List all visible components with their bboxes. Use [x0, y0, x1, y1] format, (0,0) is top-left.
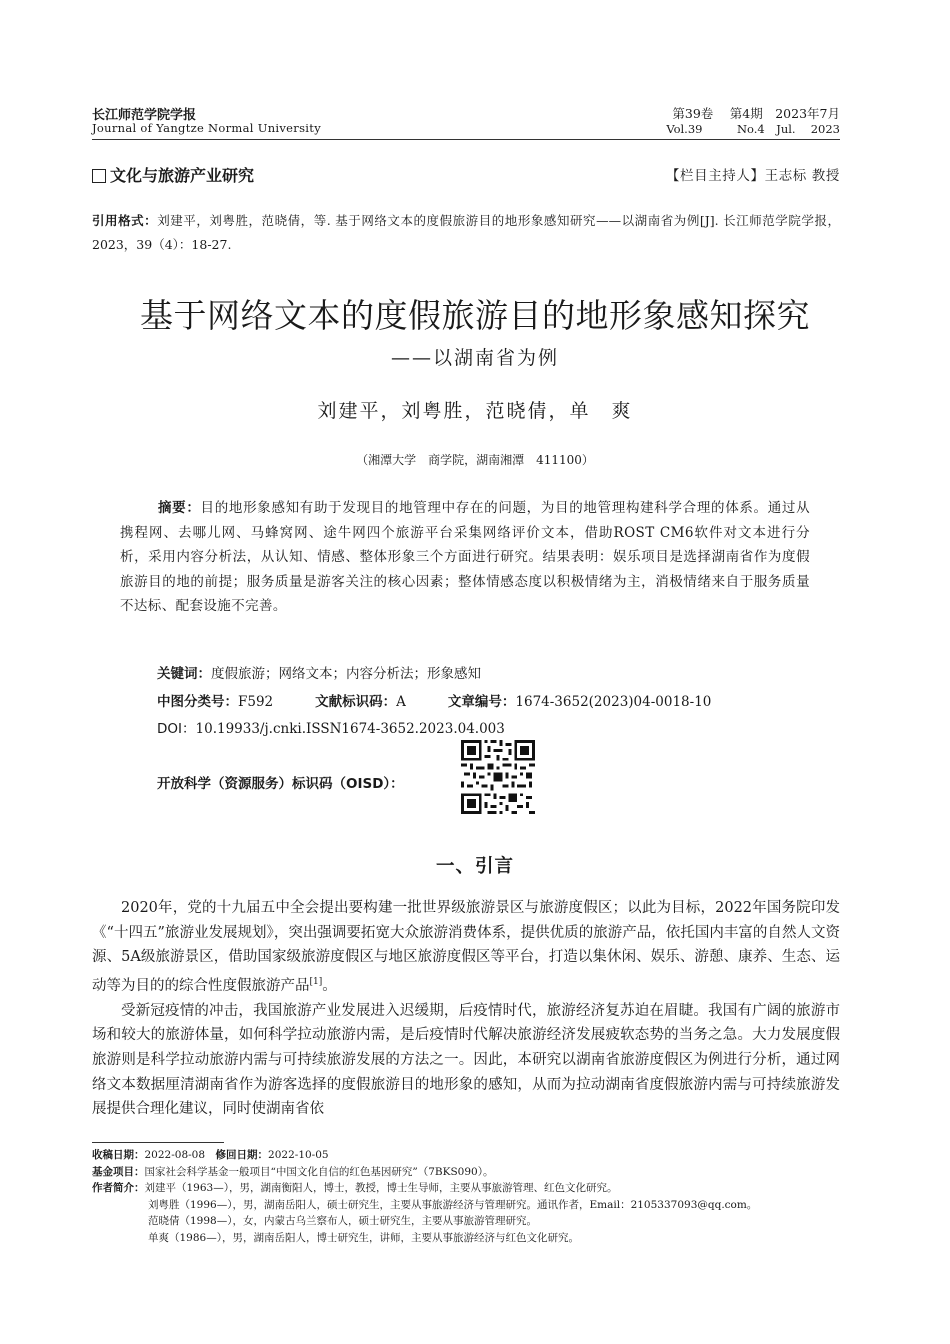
footnotes: [92, 1147, 852, 1246]
journal-name-en: Journal of Yangtze Normal University: [92, 121, 321, 135]
clc-value: F592: [238, 694, 274, 710]
citation-format: [92, 209, 840, 257]
header-rule: [92, 139, 840, 140]
bio-label: 作者简介：: [92, 1182, 145, 1194]
abstract-label: 摘要：: [158, 500, 201, 516]
citation-text: 刘建平，刘粤胜，范晓倩，等. 基于网络文本的度假旅游目的地形象感知研究——以湖南省为例[J]. 长江师范学院学报，2023，39（4）：18-27.: [92, 213, 840, 252]
journal-name-cn: 长江师范学院学报: [92, 108, 197, 123]
keywords-row: [157, 662, 481, 682]
keywords-label: 关键词：: [157, 666, 211, 682]
bio-row: [92, 1180, 852, 1197]
keywords-value: 度假旅游；网络文本；内容分析法；形象感知: [211, 666, 481, 682]
doc-code-label: 文献标识码：: [315, 694, 397, 710]
osid-row: [157, 772, 404, 792]
fund-text: 国家社会科学基金一般项目“中国文化自信的红色基因研究”（7BKS090）。: [144, 1165, 494, 1178]
article-number-value: 1674-3652(2023)04-0018-10: [515, 694, 712, 710]
paragraph-1-end: 。: [322, 977, 337, 994]
doi-row: [157, 717, 505, 737]
issue-info-cn: 第39卷 第4期 2023年7月: [672, 106, 840, 121]
article-title: 基于网络文本的度假旅游目的地形象感知探究: [140, 296, 810, 335]
issue-info-en: Vol.39 No.4 Jul. 2023: [666, 122, 840, 136]
paragraph-1-text: 2020年，党的十九届五中全会提出要构建一批世界级旅游景区与旅游度假区；以此为目标，2022年国务院印发《“十四五”旅游业发展规划》，突出强调要拓宽大众旅游消费体系，提供优质的旅游产品，依托国内丰富的自然人文资源、5A级旅游景区，借助国家级旅游度假区与地区旅游度假区等平台，打造以集休闲、娱乐、游憩、康养、生态、运动等为目的的综合性度假旅游产品: [92, 900, 840, 994]
footnote-rule: [92, 1142, 224, 1143]
abstract-text: 目的地形象感知有助于发现目的地管理中存在的问题，为目的地管理构建科学合理的体系。通过从携程网、去哪儿网、马蜂窝网、途牛网四个旅游平台采集网络评价文本，借助ROST CM6软件对文本进行分析，采用内容分析法，从认知、情感、整体形象三个方面进行研究。结果表明：娱乐项目是选择湖南省作为度假旅游目的地的前提；服务质量是游客关注的核心因素；整体情感态度以积极情绪为主，消极情绪来自于服务质量不达标、配套设施不完善。: [120, 500, 810, 614]
clc-label: 中图分类号：: [157, 694, 238, 710]
section-title: 文化与旅游产业研究: [110, 166, 255, 185]
paragraph: 受新冠疫情的冲击，我国旅游产业发展进入迟缓期，后疫情时代，旅游经济复苏迫在眉睫。我国有广阔的旅游市场和较大的旅游体量，如何科学拉动旅游内需，是后疫情时代解决旅游经济发展疲软态势的当务之急。大力发展度假旅游则是科学拉动旅游内需与可持续旅游发展的方法之一。因此，本研究以湖南省旅游度假区为例进行分析，通过网络文本数据厘清湖南省作为游客选择的度假旅游目的地形象的感知，从而为拉动湖南省度假旅游内需与可持续旅游发展提供合理化建议，同时使湖南省依: [92, 1002, 840, 1118]
citation-label: 引用格式：: [92, 213, 158, 228]
fund-label: 基金项目：: [92, 1165, 145, 1178]
article-subtitle: ——以湖南省为例: [390, 347, 559, 369]
dates-row: [92, 1147, 852, 1164]
doi-label: DOI：: [157, 721, 196, 737]
article-authors: 刘建平，刘粤胜，范晓倩，单 爽: [317, 400, 633, 422]
paragraph: [92, 896, 840, 999]
received-date: 2022-08-08: [144, 1149, 206, 1161]
qr-code-icon[interactable]: [458, 740, 538, 814]
author-affiliation: （湘潭大学 商学院，湖南湘潭 411100）: [356, 453, 594, 467]
doi-value[interactable]: 10.19933/j.cnki.ISSN1674-3652.2023.04.003: [195, 721, 505, 737]
bio-row: 刘粤胜（1996—），男，湖南岳阳人，硕士研究生，主要从事旅游经济与管理研究。通讯作者，Email：2105337093@qq.com。: [148, 1198, 758, 1211]
classification-row: [157, 690, 711, 710]
osid-label: 开放科学（资源服务）标识码（OISD）：: [157, 776, 404, 792]
section-heading-intro: 一、引言: [435, 856, 514, 877]
article-number-label: 文章编号：: [447, 694, 516, 710]
body-text: [92, 896, 840, 1122]
abstract: [120, 496, 810, 619]
doc-code-value: A: [396, 694, 406, 710]
reference-mark[interactable]: [1]: [309, 977, 323, 988]
bio-1: 刘建平（1963—），男，湖南衡阳人，博士，教授，博士生导师，主要从事旅游管理、红色文化研究。: [144, 1182, 618, 1194]
bio-row: 单爽（1986—），男，湖南岳阳人，博士研究生，讲师，主要从事旅游经济与红色文化研究。: [148, 1231, 579, 1244]
fund-row: [92, 1164, 852, 1181]
column-host: 【栏目主持人】王志标 教授: [665, 168, 840, 184]
revised-date: 2022-10-05: [268, 1149, 329, 1161]
revised-label: 修回日期：: [215, 1149, 269, 1161]
bio-row: 范晓倩（1998—），女，内蒙古乌兰察布人，硕士研究生，主要从事旅游管理研究。: [148, 1215, 537, 1227]
section-row: [92, 163, 840, 185]
section-box-icon: [92, 169, 106, 183]
received-label: 收稿日期：: [92, 1149, 145, 1161]
